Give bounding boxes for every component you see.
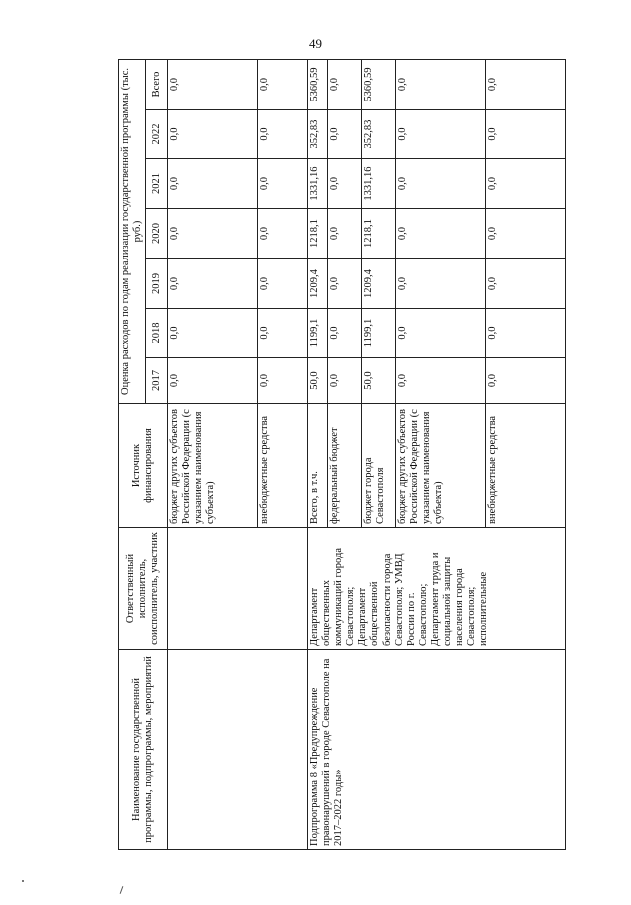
value-cell: 0,0 xyxy=(486,110,566,159)
page-number: 49 xyxy=(309,36,322,51)
source-cell: бюджет других субъектов Российской Федерации (с указанием наименования субъекта) xyxy=(168,404,258,528)
value-cell: 0,0 xyxy=(396,159,486,209)
value-cell: 0,0 xyxy=(168,59,258,109)
value-cell: 0,0 xyxy=(168,159,258,209)
header-year: 2020 xyxy=(146,209,168,259)
value-cell: 1199,1 xyxy=(308,309,328,358)
subprogram-executor-cell: Департамент общественных коммуникаций города Севастополя; Департамент общественной безопасности города Севастополя; УМВД России по г. Севастополю; Департамент труда и социальной защиты населения города Севастополя; исполнительные xyxy=(308,528,566,650)
source-cell: Всего, в т.ч. xyxy=(308,404,328,528)
value-cell: 0,0 xyxy=(328,309,362,358)
header-year: 2019 xyxy=(146,259,168,309)
executor-cell xyxy=(168,528,308,650)
value-cell: 1218,1 xyxy=(362,209,396,259)
value-cell: 0,0 xyxy=(258,110,308,159)
header-year: 2022 xyxy=(146,110,168,159)
value-cell: 0,0 xyxy=(328,358,362,404)
rotated-table-container xyxy=(118,60,608,850)
value-cell: 352,83 xyxy=(362,110,396,159)
value-cell: 0,0 xyxy=(396,309,486,358)
value-cell: 0,0 xyxy=(328,110,362,159)
header-executor: Ответственный исполнитель, соисполнитель, участник xyxy=(119,528,168,650)
header-total: Всего xyxy=(146,59,168,109)
value-cell: 1331,16 xyxy=(362,159,396,209)
scan-speck xyxy=(22,880,24,882)
value-cell: 0,0 xyxy=(258,358,308,404)
value-cell: 1209,4 xyxy=(362,259,396,309)
value-cell: 0,0 xyxy=(486,309,566,358)
value-cell: 0,0 xyxy=(168,209,258,259)
value-cell: 0,0 xyxy=(258,309,308,358)
budget-table xyxy=(118,59,566,850)
value-cell: 0,0 xyxy=(396,209,486,259)
header-name: Наименование государственной программы, подпрограммы, мероприятий xyxy=(119,650,168,850)
table-row xyxy=(308,59,328,849)
value-cell: 1218,1 xyxy=(308,209,328,259)
header-source: Источник финансирования xyxy=(119,404,168,528)
value-cell: 0,0 xyxy=(168,309,258,358)
source-cell: внебюджетные средства xyxy=(486,404,566,528)
value-cell: 0,0 xyxy=(486,209,566,259)
value-cell: 5360,59 xyxy=(362,59,396,109)
scan-mark xyxy=(120,886,124,894)
value-cell: 0,0 xyxy=(258,59,308,109)
value-cell: 0,0 xyxy=(258,259,308,309)
source-cell: бюджет города Севастополя xyxy=(362,404,396,528)
source-cell: федеральный бюджет xyxy=(328,404,362,528)
value-cell: 0,0 xyxy=(396,259,486,309)
value-cell: 0,0 xyxy=(486,259,566,309)
value-cell: 1331,16 xyxy=(308,159,328,209)
value-cell: 50,0 xyxy=(308,358,328,404)
value-cell: 352,83 xyxy=(308,110,328,159)
table-row xyxy=(168,59,258,849)
subprogram-name-cell: Подпрограмма 8 «Предупреждение правонарушений в городе Севастополе на 2017–2022 годы» xyxy=(308,650,566,850)
value-cell: 1209,4 xyxy=(308,259,328,309)
value-cell: 0,0 xyxy=(486,358,566,404)
value-cell: 0,0 xyxy=(328,209,362,259)
value-cell: 0,0 xyxy=(168,259,258,309)
value-cell: 0,0 xyxy=(396,59,486,109)
value-cell: 0,0 xyxy=(168,358,258,404)
name-cell xyxy=(168,650,308,850)
source-cell: внебюджетные средства xyxy=(258,404,308,528)
header-estimate: Оценка расходов по годам реализации государственной программы (тыс. руб.) xyxy=(119,59,146,403)
value-cell: 0,0 xyxy=(328,259,362,309)
value-cell: 0,0 xyxy=(258,159,308,209)
value-cell: 1199,1 xyxy=(362,309,396,358)
value-cell: 0,0 xyxy=(396,358,486,404)
value-cell: 0,0 xyxy=(258,209,308,259)
value-cell: 0,0 xyxy=(328,59,362,109)
header-year: 2017 xyxy=(146,358,168,404)
value-cell: 0,0 xyxy=(486,59,566,109)
rotated-table-area xyxy=(118,60,608,850)
value-cell: 0,0 xyxy=(486,159,566,209)
value-cell: 50,0 xyxy=(362,358,396,404)
value-cell: 0,0 xyxy=(328,159,362,209)
value-cell: 0,0 xyxy=(396,110,486,159)
header-year: 2018 xyxy=(146,309,168,358)
source-cell: бюджет других субъектов Российской Федерации (с указанием наименования субъекта) xyxy=(396,404,486,528)
value-cell: 5360,59 xyxy=(308,59,328,109)
value-cell: 0,0 xyxy=(168,110,258,159)
header-year: 2021 xyxy=(146,159,168,209)
